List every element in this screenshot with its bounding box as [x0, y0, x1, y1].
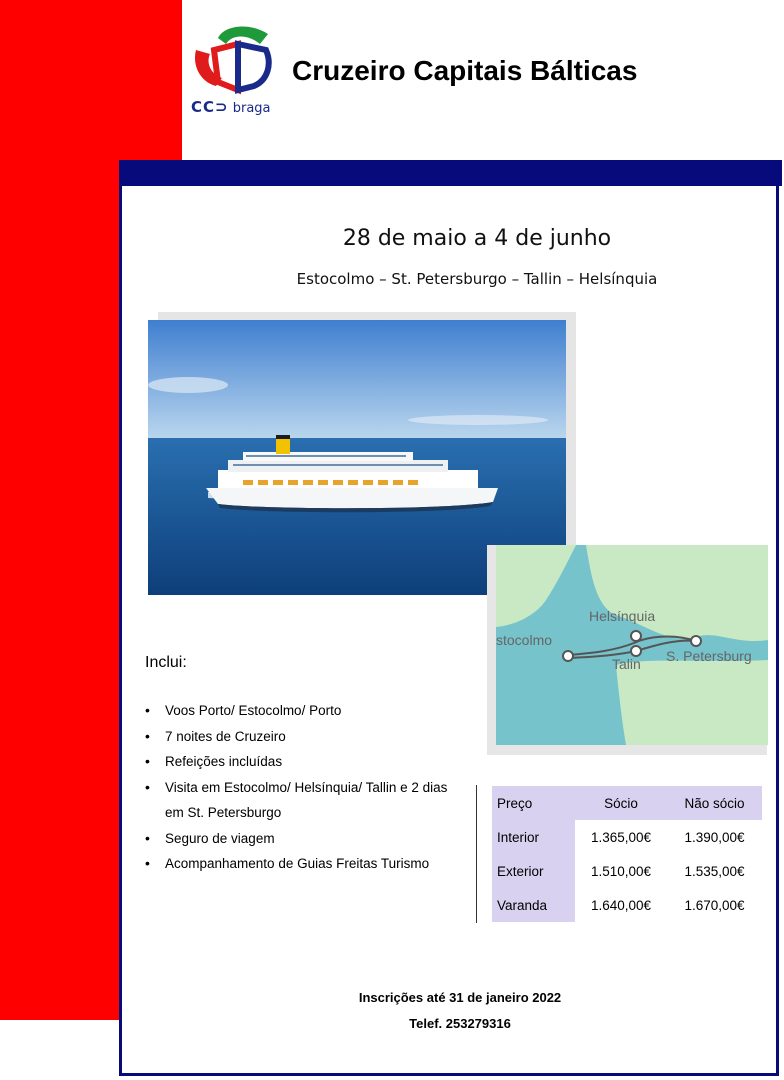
- list-item: • Visita em Estocolmo/ Helsínquia/ Tallin e 2 dias em St. Petersburgo: [145, 775, 465, 826]
- registration-deadline: Inscrições até 31 de janeiro 2022: [358, 990, 562, 1005]
- frame-top-bar: [119, 160, 782, 186]
- table-cell: 1.365,00€: [590, 829, 652, 845]
- list-item: • Refeições incluídas: [145, 749, 465, 775]
- includes-list: [145, 698, 465, 877]
- list-item: • 7 noites de Cruzeiro: [145, 724, 465, 750]
- table-header-row: [492, 786, 762, 820]
- table-cell: 1.510,00€: [590, 863, 652, 879]
- list-item: • Seguro de viagem: [145, 826, 465, 852]
- table-cell: 1.640,00€: [590, 897, 652, 913]
- table-cell: 1.670,00€: [684, 897, 745, 913]
- map-label-talin: Talin: [612, 656, 641, 672]
- logo-ccd: CC⊃: [191, 98, 229, 116]
- table-divider: [476, 785, 477, 923]
- list-item: • Acompanhamento de Guias Freitas Turismo: [145, 851, 465, 877]
- map-label-estocolmo: stocolmo: [496, 632, 553, 648]
- table-cell: Interior: [492, 820, 575, 854]
- logo-city: braga: [232, 101, 271, 116]
- table-cell: 1.390,00€: [684, 829, 745, 845]
- map-label-helsinquia: Helsínquia: [589, 608, 656, 624]
- price-table: [492, 786, 762, 922]
- table-row: [492, 854, 762, 888]
- header-cell: Não sócio: [667, 786, 762, 820]
- phone-number: Telef. 253279316: [409, 1016, 511, 1031]
- page-title: Cruzeiro Capitais Bálticas: [292, 55, 638, 86]
- includes-heading: Inclui:: [145, 654, 187, 671]
- trip-route: Estocolmo – St. Petersburgo – Tallin – Helsínquia: [296, 270, 658, 288]
- table-row: [492, 820, 762, 854]
- table-cell: 1.535,00€: [684, 863, 745, 879]
- logo-text: [191, 98, 271, 116]
- route-map: [496, 545, 768, 745]
- table-row: [492, 888, 762, 922]
- map-label-petersburg: S. Petersburg: [666, 648, 752, 664]
- table-cell: Exterior: [492, 854, 575, 888]
- list-item: • Voos Porto/ Estocolmo/ Porto: [145, 698, 465, 724]
- header-cell: Preço: [492, 786, 575, 820]
- table-cell: Varanda: [492, 888, 575, 922]
- header-cell: Sócio: [575, 786, 667, 820]
- trip-dates: 28 de maio a 4 de junho: [342, 226, 612, 251]
